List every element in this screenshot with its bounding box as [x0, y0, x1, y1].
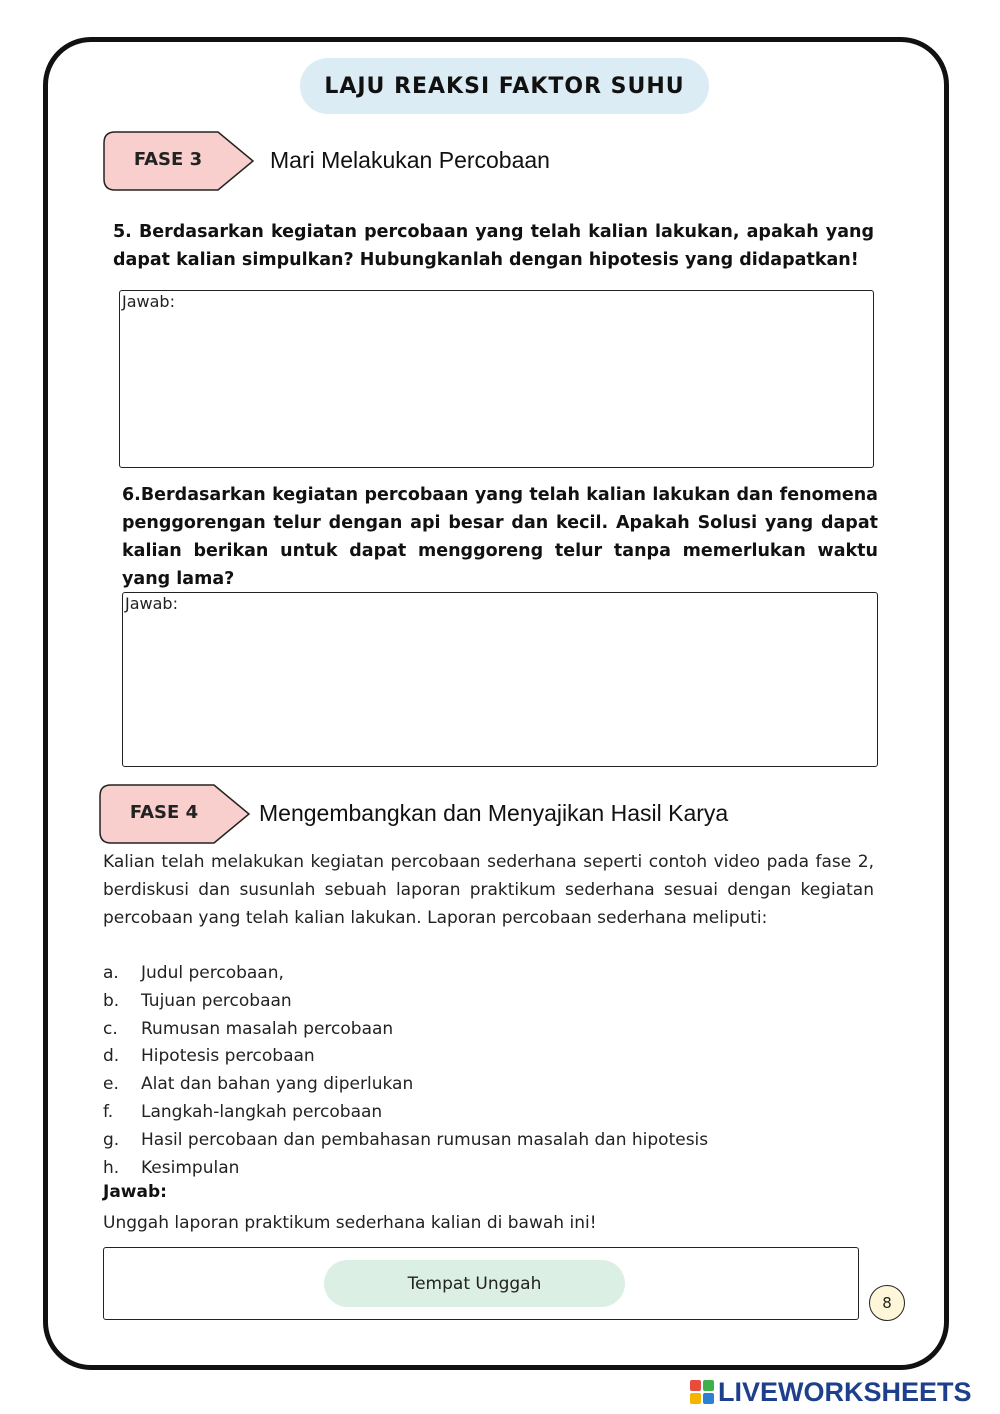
list-marker: b. — [103, 990, 120, 1011]
list-item — [103, 988, 708, 1016]
list-text: Langkah-langkah percobaan — [141, 1101, 383, 1122]
answer-box-6[interactable] — [122, 592, 878, 767]
brand-text: LIVEWORKSHEETS — [718, 1376, 972, 1407]
list-text: Rumusan masalah percobaan — [141, 1018, 394, 1039]
fase-4-tag — [99, 784, 251, 842]
fase-4-answer-label: Jawab: — [103, 1182, 167, 1202]
question-5: 5. Berdasarkan kegiatan percobaan yang telah kalian lakukan, apakah yang dapat kalian simpulkan? Hubungkanlah dengan hipotesis yang didapatkan! — [113, 222, 874, 270]
answer-box-5[interactable] — [119, 290, 874, 468]
fase-4-intro: Kalian telah melakukan kegiatan percobaan sederhana seperti contoh video pada fase 2, berdiskusi dan susunlah sebuah laporan praktikum sederhana sesuai dengan kegiatan percobaan yang telah kalian lakukan. Laporan percobaan sederhana meliputi: — [103, 852, 874, 928]
answer-label-5: Jawab: — [122, 292, 175, 311]
fase-4-heading: Mengembangkan dan Menyajikan Hasil Karya — [259, 800, 729, 826]
list-marker: c. — [103, 1018, 118, 1039]
list-item — [103, 1043, 708, 1071]
list-marker: e. — [103, 1074, 119, 1095]
answer-label-6: Jawab: — [125, 594, 178, 613]
fase-3-tag — [103, 131, 255, 189]
list-text: Alat dan bahan yang diperlukan — [141, 1074, 414, 1095]
list-marker: h. — [103, 1157, 120, 1178]
fase-3-heading: Mari Melakukan Percobaan — [270, 147, 550, 173]
list-item — [103, 1099, 708, 1127]
report-items-list — [103, 960, 708, 1182]
page-title: LAJU REAKSI FAKTOR SUHU — [300, 58, 709, 114]
list-text: Kesimpulan — [141, 1157, 240, 1178]
liveworksheets-brand — [690, 1374, 972, 1410]
page-number-badge: 8 — [869, 1285, 905, 1321]
list-marker: f. — [103, 1101, 114, 1122]
fase-4-label: FASE 4 — [129, 802, 199, 823]
question-6: 6.Berdasarkan kegiatan percobaan yang telah kalian lakukan dan fenomena penggorengan telur dengan api besar dan kecil. Apakah Solusi yang dapat kalian berikan untuk dapat menggoreng telur tanpa memerlukan waktu yang lama? — [122, 485, 878, 589]
list-item — [103, 960, 708, 988]
list-item — [103, 1016, 708, 1044]
list-marker: a. — [103, 963, 119, 983]
list-text: Tujuan percobaan — [141, 990, 292, 1011]
list-marker: d. — [103, 1046, 120, 1067]
list-text: Hasil percobaan dan pembahasan rumusan masalah dan hipotesis — [141, 1129, 709, 1150]
list-text: Judul percobaan, — [141, 963, 284, 983]
list-text: Hipotesis percobaan — [141, 1046, 315, 1067]
liveworksheets-logo-icon — [690, 1380, 714, 1404]
fase-3-label: FASE 3 — [133, 149, 203, 170]
upload-instruction: Unggah laporan praktikum sederhana kalian di bawah ini! — [103, 1213, 597, 1233]
list-item — [103, 1155, 708, 1183]
list-item — [103, 1071, 708, 1099]
upload-button[interactable]: Tempat Unggah — [324, 1260, 625, 1307]
list-item — [103, 1127, 708, 1155]
list-marker: g. — [103, 1129, 120, 1150]
